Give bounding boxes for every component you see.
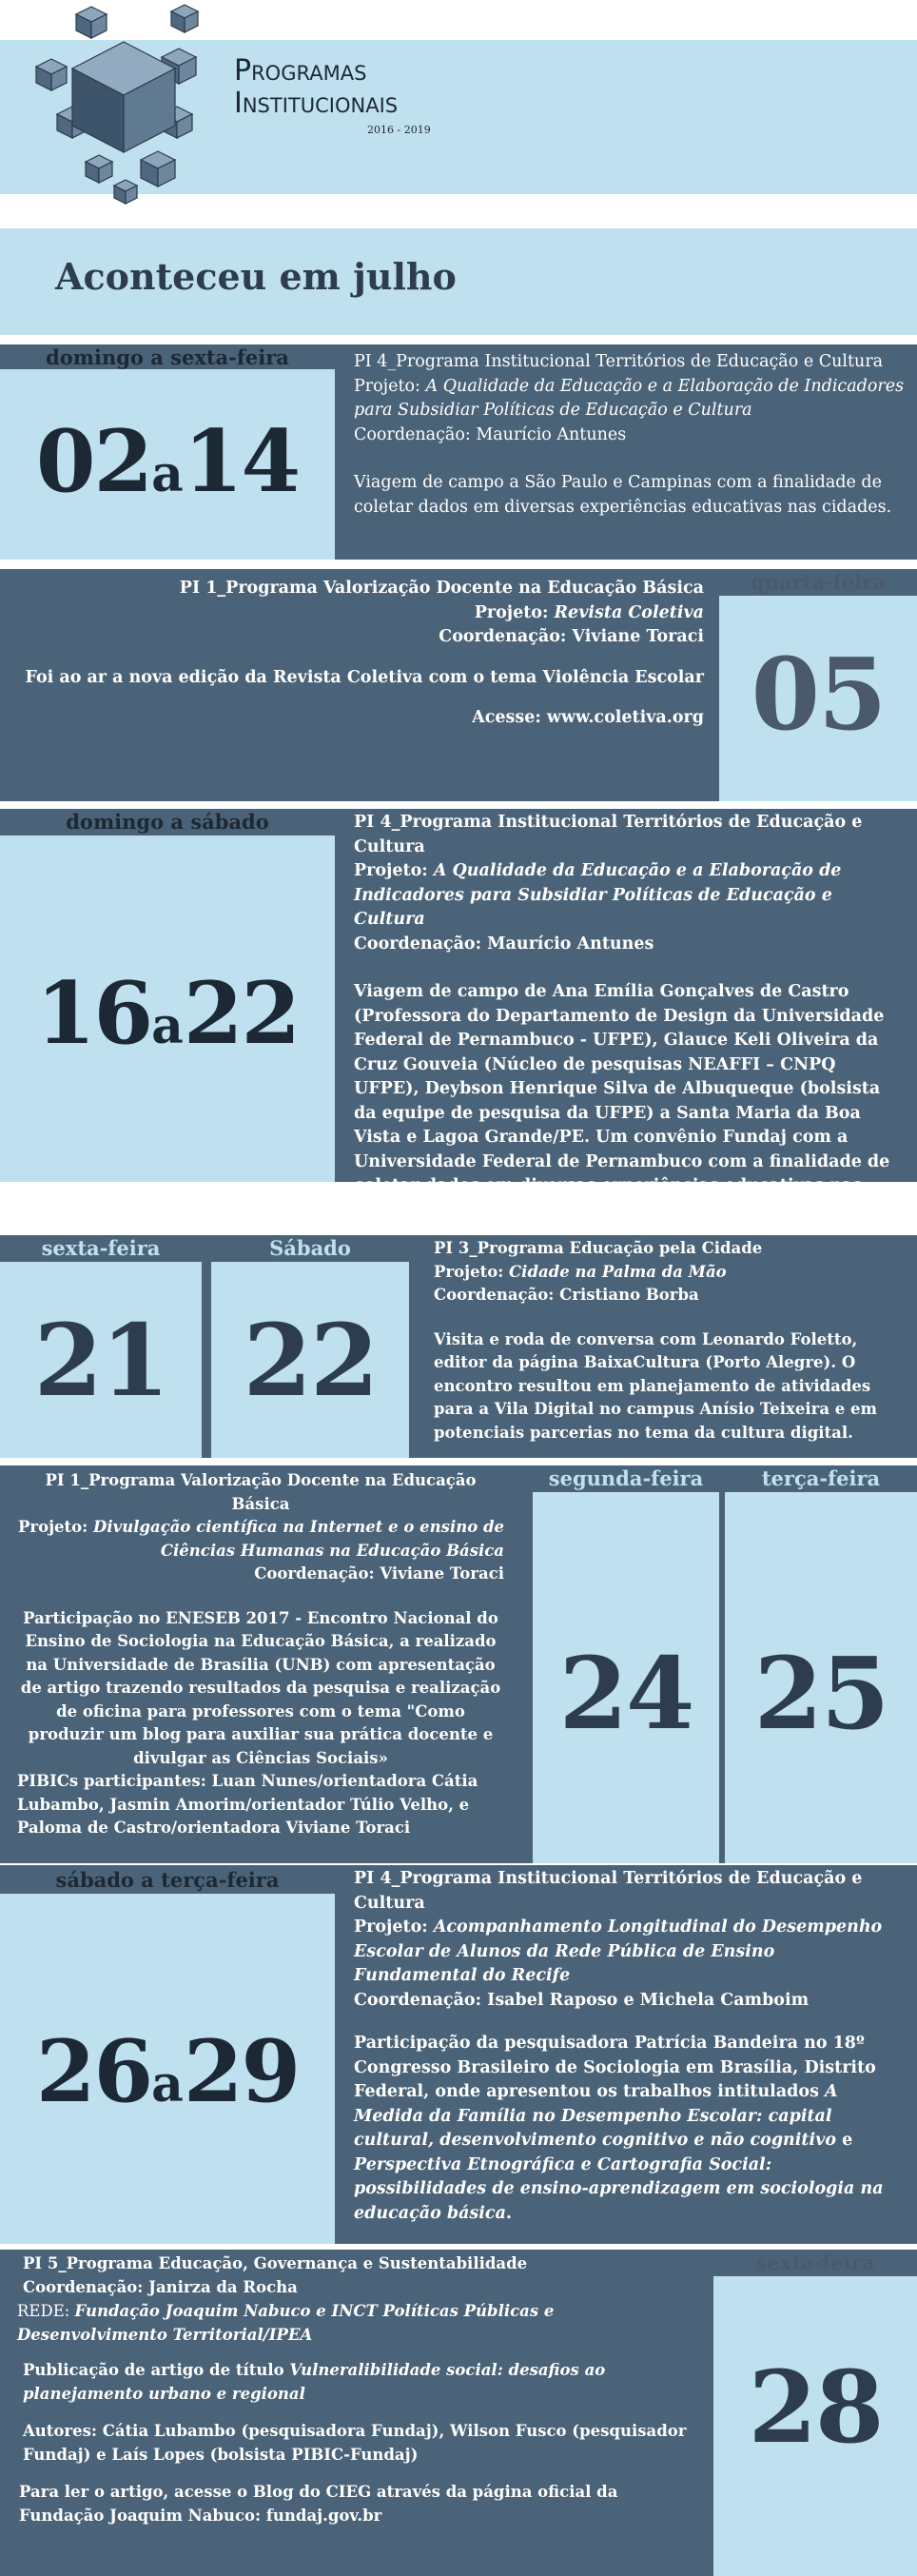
event3-coordination: Coordenação: Maurício Antunes bbox=[354, 934, 654, 954]
header-title bbox=[234, 55, 462, 120]
event6-day-label: sábado a terça-feira bbox=[55, 1868, 280, 1892]
event5-program: PI 1_Programa Valorização Docente na Educação Básica bbox=[45, 1471, 477, 1513]
event7-day-label: sexta-feira bbox=[755, 2251, 875, 2274]
event7-date: 28 bbox=[748, 2349, 883, 2466]
event5-date-2: 25 bbox=[753, 1635, 888, 1752]
event4-day-label-1: sexta-feira bbox=[41, 1236, 161, 1260]
event5-description: Participação no ENESEB 2017 - Encontro Nacional do Ensino de Sociologia na Educação Básica, a realizado na Universidade de Brasília (UNB) com apresentação de artigo trazendo resultados da pesquisa e realização de oficina para professores com o tema "Como produzir um blog para auxiliar sua prática docente e divulgar as Ciências Sociais» bbox=[20, 1608, 501, 1767]
event2-date: 05 bbox=[751, 636, 886, 753]
event7-authors: Autores: Cátia Lubambo (pesquisadora Fundaj), Wilson Fusco (pesquisador Fundaj) e Laís Lopes (bolsista PIBIC-Fundaj) bbox=[23, 2422, 687, 2464]
event3-description: Viagem de campo de Ana Emília Gonçalves de Castro (Professora do Departamento de Design da Universidade Federal de Pernambuco - UFPE), Glauce Keli Oliveira da Cruz Gouveia (Núcleo de pesquisas NEAFFI – CNPQ UFPE), Deybson Henrique Silva de Albuqueque (bolsista da equipe de pesquisa da UFPE) a Santa Maria da Boa Vista e Lagoa Grande/PE. Um convênio Fundaj com a Universidade Federal de Pernambuco com a finalidade de coletar dados em diversas experiências educativas nas cidades. bbox=[354, 982, 890, 1220]
event2-description: Foi ao ar a nova edição da Revista Coletiva com o tema Violência Escolar bbox=[25, 667, 704, 687]
event5-day-label-2: terça-feira bbox=[761, 1466, 881, 1490]
event1-date-from: 02 bbox=[35, 411, 152, 512]
event5-coordination: Coordenação: Viviane Toraci bbox=[254, 1564, 504, 1583]
event1-date-to: 14 bbox=[183, 411, 300, 512]
event5-date-1: 24 bbox=[558, 1635, 693, 1752]
event4-description: Visita e roda de conversa com Leonardo Foletto, editor da página BaixaCultura (Porto Alegre). O encontro resultou em planejamento de atividades para a Vila Digital no campus Anísio Teixeira e em potenciais parcerias no tema da cultura digital. bbox=[434, 1329, 877, 1442]
event4-date-2: 22 bbox=[243, 1302, 378, 1419]
event7-publication: Vulneralibilidade social: desafios ao planejamento urbano e regional bbox=[23, 2361, 606, 2403]
event3-project: A Qualidade da Educação e a Elaboração de Indicadores para Subsidiar Políticas de Educação e Cultura bbox=[354, 861, 842, 929]
header-years: 2016 - 2019 bbox=[367, 124, 431, 136]
event4-date-1: 21 bbox=[33, 1302, 168, 1419]
event1-description: Viagem de campo a São Paulo e Campinas com a finalidade de coletar dados em diversas experiências educativas nas cidades. bbox=[354, 473, 892, 517]
event6-date bbox=[0, 2019, 335, 2137]
event7-program: PI 5_Programa Educação, Governança e Sustentabilidade bbox=[23, 2254, 528, 2272]
event3-day-label: domingo a sábado bbox=[66, 810, 269, 834]
event3-date-sep: a bbox=[151, 997, 184, 1055]
event2-coordination: Coordenação: Viviane Toraci bbox=[439, 627, 704, 646]
event1-program: PI 4_Programa Institucional Territórios de Educação e Cultura bbox=[354, 352, 884, 371]
event3-text: PI 4_Programa Institucional Territórios de Educação e Cultura Projeto: A Qualidade da Educação e a Elaboração de Indicadores para Subsidiar Políticas de Educação e Cultura Coordenação: Maurício Antunes Viagem de campo de Ana Emília Gonçalves de Castro (Professora do Departamento de Design da Universidade Federal de Pernambuco - UFPE), Glauce Keli Oliveira da Cruz Gouveia (Núcleo de pesquisas NEAFFI – CNPQ UFPE), Deybson Henrique Silva de Albuqueque (bolsista da equipe de pesquisa da UFPE) a Santa Maria da Boa Vista e Lagoa Grande/PE. Um convênio Fundaj com a Universidade Federal de Pernambuco com a finalidade de coletar dados em diversas experiências educativas nas cidades. bbox=[354, 811, 896, 1223]
event4-day-label-2: Sábado bbox=[269, 1236, 351, 1260]
event1-coordination: Coordenação: Maurício Antunes bbox=[354, 424, 627, 444]
event5-project: Divulgação científica na Internet e o ensino de Ciências Humanas na Educação Básica bbox=[93, 1518, 504, 1560]
event2-day-label: quarta-feira bbox=[751, 570, 886, 594]
header-title-line1: Programas bbox=[234, 54, 367, 88]
event6-date-from: 26 bbox=[35, 2021, 152, 2122]
event3-date bbox=[0, 961, 335, 1079]
event6-description: Participação da pesquisadora Patrícia Bandeira no 18º Congresso Brasileiro de Sociologia em Brasília, Distrito Federal, onde apresentou os trabalhos intitulados A Medida da Família no Desempenho Escolar: capital cultural, desenvolvimento cognitivo e não cognitivo e Perspectiva Etnográfica e Cartografia Social: possibilidades de ensino-aprendizagem em sociologia na educação básica. bbox=[354, 2034, 884, 2223]
event6-date-sep: a bbox=[151, 2055, 184, 2114]
event6-coordination: Coordenação: Isabel Raposo e Michela Camboim bbox=[354, 1990, 810, 2010]
event2-text: PI 1_Programa Valorização Docente na Educação Básica Projeto: Revista Coletiva Coordenação: Viviane Toraci Foi ao ar a nova edição da Revista Coletiva com o tema Violência Escolar Acesse: www.coletiva.org bbox=[23, 577, 704, 731]
event1-text: PI 4_Programa Institucional Territórios de Educação e Cultura Projeto: A Qualidade da Educação e a Elaboração de Indicadores para Subsidiar Políticas de Educação e Cultura Coordenação: Maurício Antunes Viagem de campo a São Paulo e Campinas com a finalidade de coletar dados em diversas experiências educativas nas cidades. bbox=[354, 350, 906, 520]
event6-work-2: Perspectiva Etnográfica e Cartografia Social: possibilidades de ensino-aprendizagem em sociologia na educação básica bbox=[354, 2154, 884, 2223]
header-title-line2: Institucionais bbox=[234, 87, 399, 120]
event4-text: PI 3_Programa Educação pela Cidade Projeto: Cidade na Palma da Mão Coordenação: Cristiano Borba Visita e roda de conversa com Leonardo Foletto, editor da página BaixaCultura (Porto Alegre). O encontro resultou em planejamento de atividades para a Vila Digital no campus Anísio Teixeira e em potenciais parcerias no tema da cultura digital. bbox=[434, 1237, 906, 1445]
cube-cluster-logo bbox=[19, 0, 228, 209]
event4-program: PI 3_Programa Educação pela Cidade bbox=[434, 1239, 763, 1257]
event3-date-from: 16 bbox=[35, 963, 152, 1064]
event6-work-1: A Medida da Família no Desempenho Escolar: capital cultural, desenvolvimento cognitivo e não cognitivo bbox=[354, 2082, 838, 2150]
event1-project: A Qualidade da Educação e a Elaboração de Indicadores para Subsidiar Políticas de Educação e Cultura bbox=[354, 376, 905, 420]
event7-network: Fundação Joaquim Nabuco e INCT Políticas Públicas e Desenvolvimento Territorial/IPEA bbox=[17, 2302, 555, 2344]
event7-access[interactable]: Para ler o artigo, acesse o Blog do CIEG através da página oficial da Fundação Joaquim Nabuco: fundaj.gov.br bbox=[19, 2483, 618, 2525]
event2-link[interactable]: Acesse: www.coletiva.org bbox=[472, 708, 704, 727]
event7-coordination: Coordenação: Janirza da Rocha bbox=[23, 2278, 298, 2296]
event1-date bbox=[0, 409, 335, 527]
event1-day-label: domingo a sexta-feira bbox=[46, 345, 289, 369]
event5-participants: PIBICs participantes: Luan Nunes/orientadora Cátia Lubambo, Jasmin Amorim/orientador Túlio Velho, e Paloma de Castro/orientadora Viviane Toraci bbox=[17, 1772, 478, 1837]
event2-program: PI 1_Programa Valorização Docente na Educação Básica bbox=[179, 579, 704, 598]
event6-text: PI 4_Programa Institucional Territórios de Educação e Cultura Projeto: Acompanhamento Longitudinal do Desempenho Escolar de Alunos da Rede Pública de Ensino Fundamental do Recife Coordenação: Isabel Raposo e Michela Camboim Participação da pesquisadora Patrícia Bandeira no 18º Congresso Brasileiro de Sociologia em Brasília, Distrito Federal, onde apresentou os trabalhos intitulados A Medida da Família no Desempenho Escolar: capital cultural, desenvolvimento cognitivo e não cognitivo e Perspectiva Etnográfica e Cartografia Social: possibilidades de ensino-aprendizagem em sociologia na educação básica. bbox=[354, 1867, 896, 2226]
event3-date-to: 22 bbox=[183, 963, 300, 1064]
event6-project: Acompanhamento Longitudinal do Desempenho Escolar de Alunos da Rede Pública de Ensino Fundamental do Recife bbox=[354, 1917, 883, 1985]
event4-project: Cidade na Palma da Mão bbox=[509, 1262, 727, 1281]
event6-program: PI 4_Programa Institucional Territórios de Educação e Cultura bbox=[354, 1869, 863, 1913]
event2-project: Revista Coletiva bbox=[554, 602, 704, 622]
event5-day-label-1: segunda-feira bbox=[548, 1466, 704, 1490]
event3-program: PI 4_Programa Institucional Territórios de Educação e Cultura bbox=[354, 813, 863, 856]
event1-date-sep: a bbox=[151, 445, 184, 503]
event4-coordination: Coordenação: Cristiano Borba bbox=[434, 1286, 699, 1304]
page-heading: Aconteceu em julho bbox=[55, 255, 457, 298]
event6-date-to: 29 bbox=[183, 2021, 300, 2122]
event5-text: PI 1_Programa Valorização Docente na Educação Básica Projeto: Divulgação científica na Internet e o ensino de Ciências Humanas na Educação Básica Coordenação: Viviane Toraci Participação no ENESEB 2017 - Encontro Nacional do Ensino de Sociologia na Educação Básica, a realizado na Universidade de Brasília (UNB) com apresentação de artigo trazendo resultados da pesquisa e realização de oficina para professores com o tema "Como produzir um blog para auxiliar sua prática docente e divulgar as Ciências Sociais» PIBICs participantes: Luan Nunes/orientadora Cátia Lubambo, Jasmin Amorim/orientador Túlio Velho, e Paloma de Castro/orientadora Viviane Toraci bbox=[17, 1469, 504, 1840]
event7-text: PI 5_Programa Educação, Governança e Sustentabilidade Coordenação: Janirza da Rocha REDE: Fundação Joaquim Nabuco e INCT Políticas Públicas e Desenvolvimento Territorial/IPEA Publicação de artigo de título Vulneralibilidade social: desafios ao planejamento urbano e regional Autores: Cátia Lubambo (pesquisadora Fundaj), Wilson Fusco (pesquisador Fundaj) e Laís Lopes (bolsista PIBIC-Fundaj) Para ler o artigo, acesse o Blog do CIEG através da página oficial da Fundação Joaquim Nabuco: fundaj.gov.br bbox=[17, 2252, 708, 2527]
